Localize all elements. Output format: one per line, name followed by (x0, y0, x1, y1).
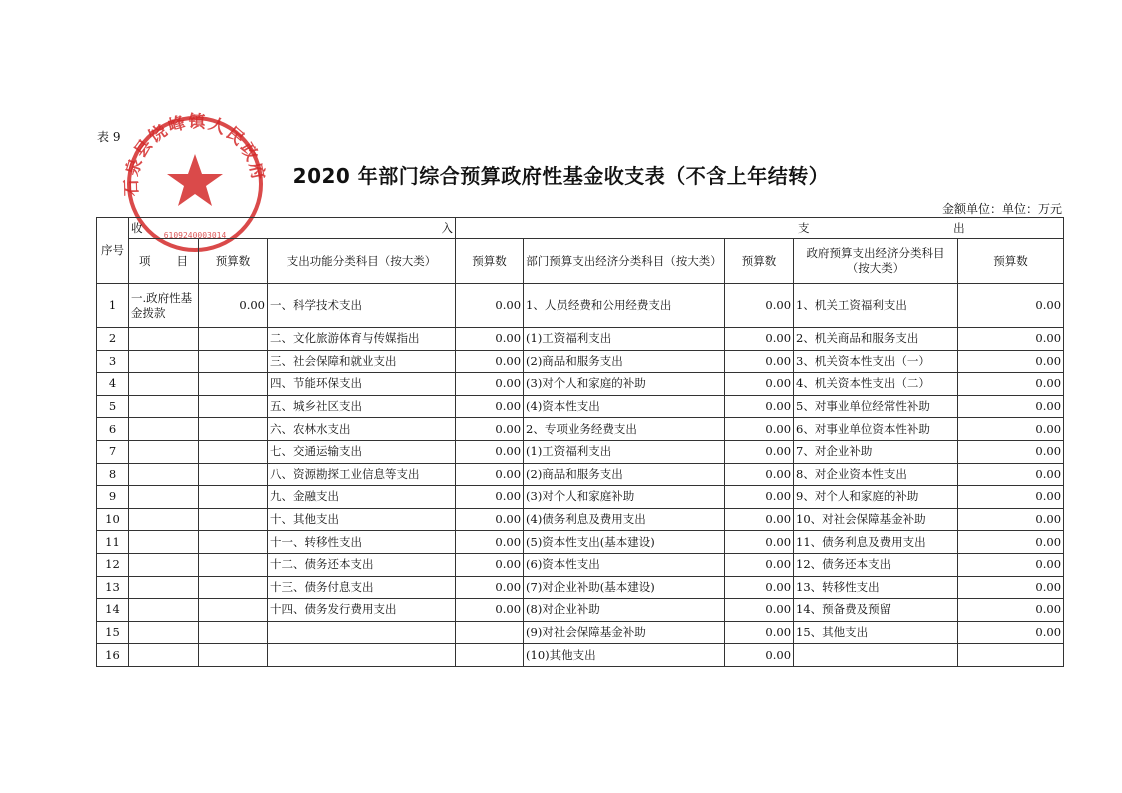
income-item (129, 599, 199, 622)
income-item (129, 418, 199, 441)
income-item (129, 553, 199, 576)
gov-amount: 0.00 (958, 463, 1064, 486)
gov-amount: 0.00 (958, 284, 1064, 328)
table-row (97, 621, 1064, 644)
func-item (268, 621, 456, 644)
gov-item: 6、对事业单位资本性补助 (794, 418, 958, 441)
dept-item: (5)资本性支出(基本建设) (524, 531, 725, 554)
func-item: 六、农林水支出 (268, 418, 456, 441)
gov-amount: 0.00 (958, 508, 1064, 531)
func-amount: 0.00 (456, 508, 524, 531)
gov-item: 2、机关商品和服务支出 (794, 328, 958, 351)
income-item (129, 531, 199, 554)
dept-item: 2、专项业务经费支出 (524, 418, 725, 441)
header-item (129, 239, 199, 284)
row-seq: 16 (97, 644, 129, 667)
income-amount (199, 621, 268, 644)
income-item (129, 440, 199, 463)
gov-item (794, 644, 958, 667)
income-amount (199, 440, 268, 463)
header-seq: 序号 (97, 218, 129, 284)
table-row (97, 418, 1064, 441)
dept-item: (4)债务利息及费用支出 (524, 508, 725, 531)
row-seq: 12 (97, 553, 129, 576)
gov-item: 1、机关工资福利支出 (794, 284, 958, 328)
func-item: 三、社会保障和就业支出 (268, 350, 456, 373)
gov-amount: 0.00 (958, 553, 1064, 576)
func-amount: 0.00 (456, 328, 524, 351)
income-amount (199, 644, 268, 667)
table-row (97, 553, 1064, 576)
income-item (129, 621, 199, 644)
dept-item: 1、人员经费和公用经费支出 (524, 284, 725, 328)
dept-amount: 0.00 (725, 621, 794, 644)
dept-amount: 0.00 (725, 531, 794, 554)
func-amount: 0.00 (456, 486, 524, 509)
row-seq: 9 (97, 486, 129, 509)
dept-amount: 0.00 (725, 418, 794, 441)
gov-item: 14、预备费及预留 (794, 599, 958, 622)
dept-item: (1)工资福利支出 (524, 440, 725, 463)
dept-amount: 0.00 (725, 486, 794, 509)
gov-item: 8、对企业资本性支出 (794, 463, 958, 486)
func-amount: 0.00 (456, 463, 524, 486)
func-amount (456, 644, 524, 667)
header-item-right: 目 (176, 253, 188, 268)
dept-amount: 0.00 (725, 508, 794, 531)
table-row (97, 486, 1064, 509)
header-item-left: 项 (139, 253, 151, 268)
income-item: 一.政府性基金拨款 (129, 284, 199, 328)
table-row (97, 284, 1064, 328)
func-amount: 0.00 (456, 531, 524, 554)
table-row (97, 531, 1064, 554)
row-seq: 3 (97, 350, 129, 373)
table-row (97, 463, 1064, 486)
dept-amount: 0.00 (725, 599, 794, 622)
income-amount (199, 531, 268, 554)
gov-amount (958, 644, 1064, 667)
dept-item: (6)资本性支出 (524, 553, 725, 576)
func-amount: 0.00 (456, 284, 524, 328)
dept-item: (1)工资福利支出 (524, 328, 725, 351)
header-row-1 (97, 218, 1064, 239)
income-item (129, 373, 199, 396)
row-seq: 4 (97, 373, 129, 396)
header-expense-right: 出 (953, 220, 965, 235)
dept-item: (2)商品和服务支出 (524, 350, 725, 373)
func-item: 十四、债务发行费用支出 (268, 599, 456, 622)
income-amount (199, 418, 268, 441)
gov-item: 3、机关资本性支出（一） (794, 350, 958, 373)
gov-item: 4、机关资本性支出（二） (794, 373, 958, 396)
budget-table (96, 217, 1064, 667)
gov-amount: 0.00 (958, 576, 1064, 599)
income-amount (199, 486, 268, 509)
dept-item: (7)对企业补助(基本建设) (524, 576, 725, 599)
gov-item: 9、对个人和家庭的补助 (794, 486, 958, 509)
income-item (129, 508, 199, 531)
header-func-class: 支出功能分类科目（按大类） (268, 239, 456, 284)
income-item (129, 328, 199, 351)
func-amount: 0.00 (456, 576, 524, 599)
row-seq: 1 (97, 284, 129, 328)
table-row (97, 328, 1064, 351)
income-amount (199, 395, 268, 418)
dept-item: (3)对个人和家庭的补助 (524, 373, 725, 396)
dept-amount: 0.00 (725, 553, 794, 576)
dept-amount: 0.00 (725, 373, 794, 396)
func-item: 十二、债务还本支出 (268, 553, 456, 576)
gov-amount: 0.00 (958, 486, 1064, 509)
row-seq: 8 (97, 463, 129, 486)
gov-item: 12、债务还本支出 (794, 553, 958, 576)
dept-amount: 0.00 (725, 463, 794, 486)
func-item: 八、资源勘探工业信息等支出 (268, 463, 456, 486)
income-amount: 0.00 (199, 284, 268, 328)
page-title: 2020 年部门综合预算政府性基金收支表（不含上年结转） (292, 164, 830, 188)
func-item: 五、城乡社区支出 (268, 395, 456, 418)
func-amount: 0.00 (456, 350, 524, 373)
income-amount (199, 373, 268, 396)
func-item: 二、文化旅游体育与传媒指出 (268, 328, 456, 351)
header-income (129, 218, 456, 239)
income-item (129, 350, 199, 373)
func-amount: 0.00 (456, 440, 524, 463)
gov-item: 5、对事业单位经常性补助 (794, 395, 958, 418)
dept-amount: 0.00 (725, 395, 794, 418)
income-amount (199, 463, 268, 486)
header-budget-1: 预算数 (199, 239, 268, 284)
dept-item: (4)资本性支出 (524, 395, 725, 418)
dept-item: (8)对企业补助 (524, 599, 725, 622)
func-amount (456, 621, 524, 644)
table-row (97, 350, 1064, 373)
gov-amount: 0.00 (958, 350, 1064, 373)
table-row (97, 576, 1064, 599)
dept-amount: 0.00 (725, 644, 794, 667)
gov-amount: 0.00 (958, 621, 1064, 644)
income-amount (199, 508, 268, 531)
header-gov-econ-class: 政府预算支出经济分类科目（按大类） (794, 239, 958, 284)
dept-amount: 0.00 (725, 284, 794, 328)
row-seq: 10 (97, 508, 129, 531)
table-row (97, 373, 1064, 396)
gov-amount: 0.00 (958, 328, 1064, 351)
table-number-label: 表 9 (97, 130, 121, 144)
gov-amount: 0.00 (958, 440, 1064, 463)
table-row (97, 644, 1064, 667)
func-item: 十一、转移性支出 (268, 531, 456, 554)
income-item (129, 463, 199, 486)
gov-amount: 0.00 (958, 418, 1064, 441)
row-seq: 14 (97, 599, 129, 622)
svg-text:石泉县饶峰镇人民政府: 石泉县饶峰镇人民政府 (121, 111, 269, 197)
func-item: 四、节能环保支出 (268, 373, 456, 396)
header-income-left: 收 (131, 220, 143, 235)
row-seq: 6 (97, 418, 129, 441)
gov-item: 13、转移性支出 (794, 576, 958, 599)
row-seq: 2 (97, 328, 129, 351)
gov-amount: 0.00 (958, 531, 1064, 554)
header-budget-2: 预算数 (456, 239, 524, 284)
dept-amount: 0.00 (725, 350, 794, 373)
row-seq: 5 (97, 395, 129, 418)
table-row (97, 440, 1064, 463)
func-amount: 0.00 (456, 553, 524, 576)
dept-item: (3)对个人和家庭补助 (524, 486, 725, 509)
gov-item: 11、债务利息及费用支出 (794, 531, 958, 554)
func-amount: 0.00 (456, 395, 524, 418)
dept-item: (9)对社会保障基金补助 (524, 621, 725, 644)
func-amount: 0.00 (456, 418, 524, 441)
income-amount (199, 576, 268, 599)
dept-item: (10)其他支出 (524, 644, 725, 667)
income-amount (199, 350, 268, 373)
header-row-2 (97, 239, 1064, 284)
income-item (129, 644, 199, 667)
dept-amount: 0.00 (725, 328, 794, 351)
gov-amount: 0.00 (958, 599, 1064, 622)
header-income-right: 入 (441, 220, 454, 235)
income-amount (199, 599, 268, 622)
income-amount (199, 328, 268, 351)
gov-item: 15、其他支出 (794, 621, 958, 644)
func-item: 一、科学技术支出 (268, 284, 456, 328)
header-budget-4: 预算数 (958, 239, 1064, 284)
gov-amount: 0.00 (958, 373, 1064, 396)
func-item: 七、交通运输支出 (268, 440, 456, 463)
header-dept-econ-class: 部门预算支出经济分类科目（按大类） (524, 239, 725, 284)
func-amount: 0.00 (456, 373, 524, 396)
gov-item: 7、对企业补助 (794, 440, 958, 463)
func-item: 十三、债务付息支出 (268, 576, 456, 599)
table-row (97, 508, 1064, 531)
income-item (129, 576, 199, 599)
income-item (129, 486, 199, 509)
dept-amount: 0.00 (725, 576, 794, 599)
func-item: 九、金融支出 (268, 486, 456, 509)
table-row (97, 395, 1064, 418)
header-expense-left: 支 (798, 220, 810, 235)
svg-text:6109240003014: 6109240003014 (163, 231, 227, 240)
row-seq: 15 (97, 621, 129, 644)
table-row (97, 599, 1064, 622)
gov-item: 10、对社会保障基金补助 (794, 508, 958, 531)
dept-amount: 0.00 (725, 440, 794, 463)
income-item (129, 395, 199, 418)
row-seq: 13 (97, 576, 129, 599)
income-amount (199, 553, 268, 576)
unit-note: 金额单位：单位：万元 (941, 202, 1062, 216)
gov-amount: 0.00 (958, 395, 1064, 418)
header-expense (456, 218, 1064, 239)
row-seq: 11 (97, 531, 129, 554)
header-budget-3: 预算数 (725, 239, 794, 284)
row-seq: 7 (97, 440, 129, 463)
func-item: 十、其他支出 (268, 508, 456, 531)
dept-item: (2)商品和服务支出 (524, 463, 725, 486)
func-amount: 0.00 (456, 599, 524, 622)
func-item (268, 644, 456, 667)
